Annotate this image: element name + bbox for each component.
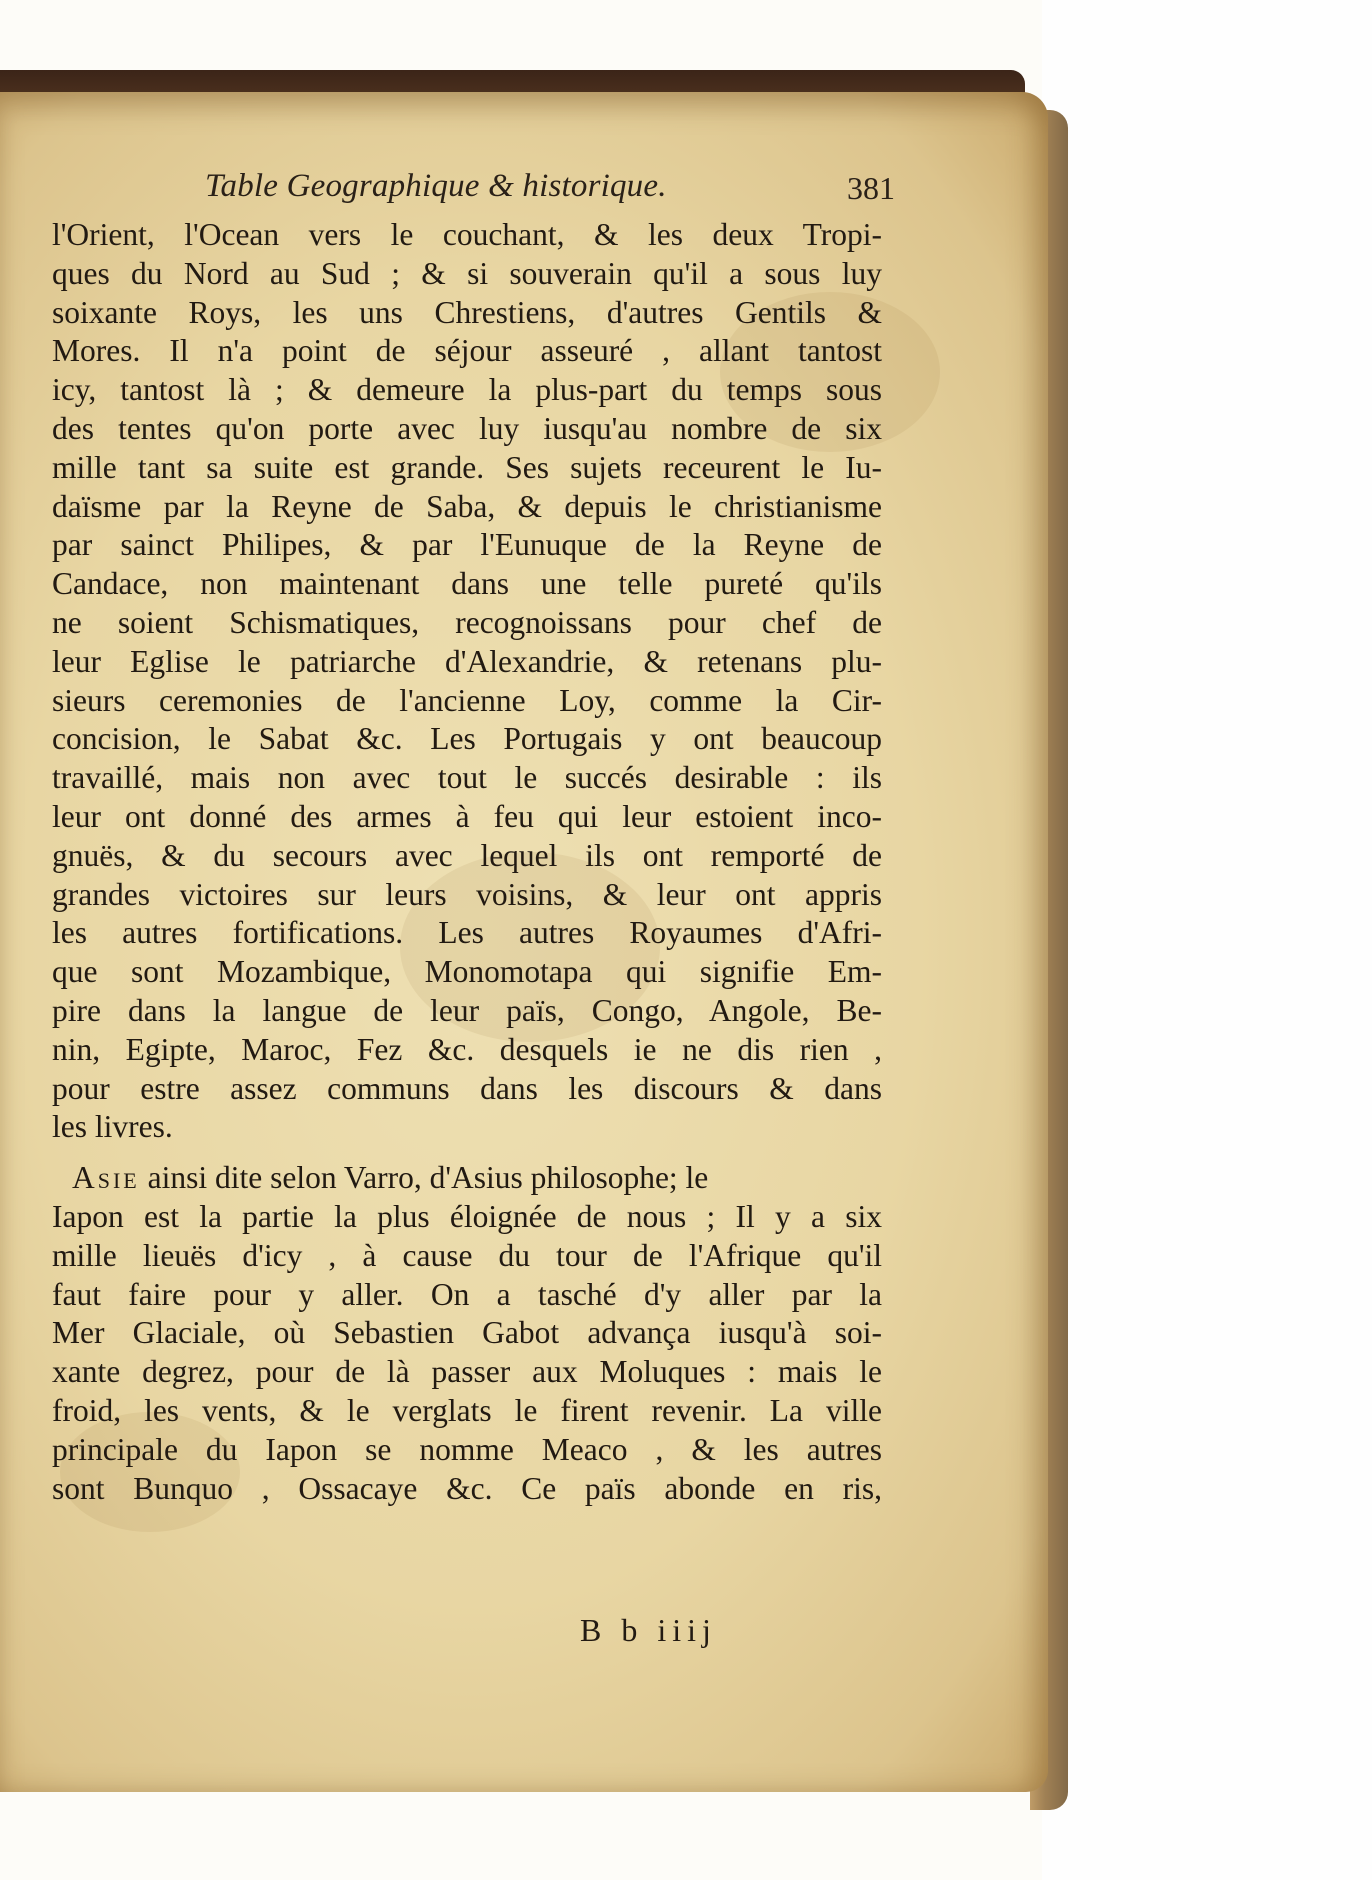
text-line: Mores. Il n'a point de séjour asseuré , allant tantost — [52, 333, 882, 369]
running-header — [205, 168, 895, 220]
text-line: xante degrez, pour de là passer aux Moluques : mais le — [52, 1354, 882, 1390]
text-line: des tentes qu'on porte avec luy iusqu'au nombre de six — [52, 410, 882, 446]
text-line: faut faire pour y aller. On a tasché d'y aller par la — [52, 1276, 882, 1312]
text-line-rest: ainsi dite selon Varro, d'Asius philosophe; le — [139, 1160, 709, 1196]
text-line: les livres. — [52, 1109, 173, 1145]
text-line: soixante Roys, les uns Chrestiens, d'autres Gentils & — [52, 294, 882, 330]
text-line: daïsme par la Reyne de Saba, & depuis le christianisme — [52, 488, 882, 524]
text-line: nin, Egipte, Maroc, Fez &c. desquels ie ne dis rien , — [52, 1031, 882, 1067]
text-line: que sont Mozambique, Monomotapa qui signifie Em- — [52, 954, 882, 990]
text-line: Candace, non maintenant dans une telle pureté qu'ils — [52, 566, 882, 602]
text-line: froid, les vents, & le verglats le firent revenir. La ville — [52, 1392, 882, 1428]
text-line: grandes victoires sur leurs voisins, & leur ont appris — [52, 876, 882, 912]
background — [1042, 0, 1372, 1880]
text-line: les autres fortifications. Les autres Royaumes d'Afri- — [52, 915, 882, 951]
text-line: pire dans la langue de leur païs, Congo, Angole, Be- — [52, 992, 882, 1028]
text-line: travaillé, mais non avec tout le succés desirable : ils — [52, 760, 882, 796]
asie-heading-word: Asie — [72, 1160, 140, 1196]
text-line: ques du Nord au Sud ; & si souverain qu'il a sous luy — [52, 255, 882, 291]
text-line: icy, tantost là ; & demeure la plus-part du temps sous — [52, 372, 882, 408]
text-line: mille tant sa suite est grande. Ses sujets receurent le Iu- — [52, 449, 882, 485]
body-text — [52, 216, 882, 1508]
text-line: leur ont donné des armes à feu qui leur estoient inco- — [52, 798, 882, 834]
text-line: pour estre assez communs dans les discours & dans — [52, 1070, 882, 1106]
asie-paragraph-first-line — [52, 1159, 882, 1198]
text-line: principale du Iapon se nomme Meaco , & les autres — [52, 1431, 882, 1467]
paragraph-gap — [52, 1147, 882, 1159]
signature-mark: B b iiij — [580, 1612, 717, 1648]
text-line: par sainct Philipes, & par l'Eunuque de la Reyne de — [52, 527, 882, 563]
text-line: sieurs ceremonies de l'ancienne Loy, comme la Cir- — [52, 682, 882, 718]
text-line: mille lieuës d'icy , à cause du tour de l'Afrique qu'il — [52, 1237, 882, 1273]
text-line: ne soient Schismatiques, recognoissans pour chef de — [52, 604, 882, 640]
text-line: gnuës, & du secours avec lequel ils ont remporté de — [52, 837, 882, 873]
text-line: Iapon est la partie la plus éloignée de nous ; Il y a six — [52, 1198, 882, 1234]
text-line: concision, le Sabat &c. Les Portugais y ont beaucoup — [52, 721, 882, 757]
text-line: l'Orient, l'Ocean vers le couchant, & les deux Tropi- — [52, 217, 882, 252]
text-line: leur Eglise le patriarche d'Alexandrie, & retenans plu- — [52, 643, 882, 679]
running-title: Table Geographique & historique. — [205, 168, 667, 204]
text-line: Mer Glaciale, où Sebastien Gabot advança iusqu'à soi- — [52, 1315, 882, 1351]
text-line: sont Bunquo , Ossacaye &c. Ce païs abonde en ris, — [52, 1470, 882, 1506]
page-number: 381 — [847, 170, 895, 206]
